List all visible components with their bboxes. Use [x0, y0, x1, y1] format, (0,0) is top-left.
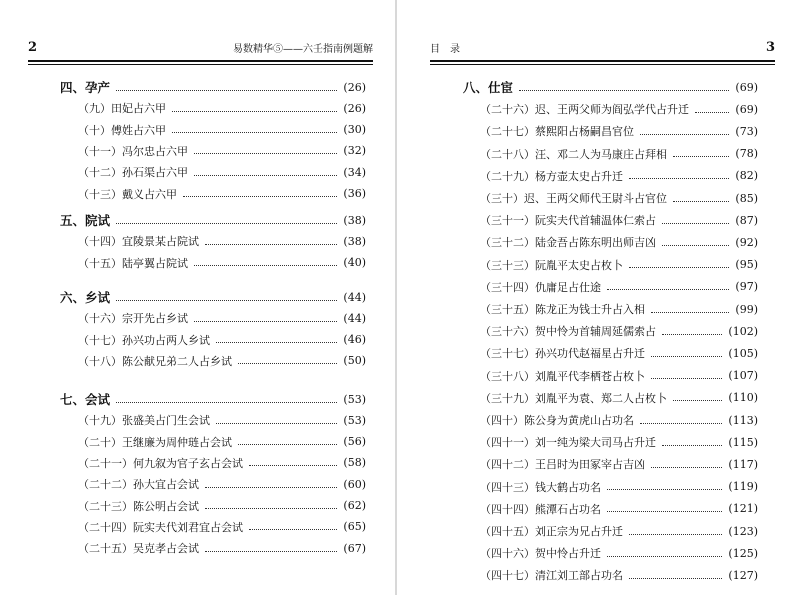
dot-leader	[238, 363, 337, 364]
toc-entry	[480, 544, 758, 562]
dot-leader	[673, 400, 722, 401]
dot-leader	[607, 289, 729, 290]
right-header-rule	[430, 60, 775, 62]
toc-entry	[480, 100, 758, 118]
entry-page: (121)	[728, 502, 758, 516]
entry-page: (85)	[735, 191, 758, 205]
entry-page: (119)	[728, 480, 758, 494]
dot-leader	[651, 312, 729, 313]
toc-entry	[78, 185, 366, 203]
dot-leader	[205, 508, 337, 509]
toc-entry	[480, 522, 758, 540]
entry-title: （三十一）阮实夫代首辅温体仁索占	[480, 214, 656, 228]
entry-title: （十二）孙石渠占六甲	[78, 166, 188, 180]
entry-page: (30)	[343, 123, 366, 137]
dot-leader	[662, 223, 729, 224]
toc-entry	[78, 518, 366, 536]
left-header-rule	[28, 60, 373, 62]
entry-page: (67)	[343, 541, 366, 555]
dot-leader	[216, 423, 337, 424]
toc-entry	[78, 121, 366, 139]
toc-entry	[480, 167, 758, 185]
entry-title: （十八）陈公献兄弟二人占乡试	[78, 354, 232, 368]
entry-page: (99)	[735, 302, 758, 316]
entry-page: (38)	[343, 234, 366, 248]
toc-entry	[78, 497, 366, 515]
section-page: (26)	[343, 80, 366, 94]
dot-leader	[249, 529, 337, 530]
dot-leader	[662, 445, 722, 446]
toc-entry	[78, 433, 366, 451]
entry-page: (110)	[728, 391, 758, 405]
dot-leader	[205, 551, 337, 552]
toc-section-heading	[60, 288, 366, 306]
left-page	[0, 0, 396, 595]
toc-entry	[78, 539, 366, 557]
entry-title: （十九）张盛美占门生会试	[78, 414, 210, 428]
entry-page: (60)	[343, 477, 366, 491]
entry-title: （二十四）阮实夫代刘君宜占会试	[78, 520, 243, 534]
section-title: 五、院试	[60, 213, 111, 228]
entry-page: (125)	[728, 546, 758, 560]
entry-title: （四十）陈公身为黄虎山占功名	[480, 414, 634, 427]
entry-title: （三十九）刘胤平为袁、郑二人占枚卜	[480, 391, 667, 405]
dot-leader	[194, 321, 337, 322]
toc-entry	[78, 454, 366, 472]
entry-title: （二十五）吴克孝占会试	[78, 542, 199, 556]
toc-section-heading	[463, 78, 758, 96]
entry-page: (82)	[735, 169, 758, 183]
toc-entry	[480, 211, 758, 229]
entry-page: (105)	[728, 346, 758, 360]
dot-leader	[662, 245, 729, 246]
toc-entry	[480, 300, 758, 318]
entry-page: (78)	[735, 147, 758, 161]
entry-title: （三十二）陆金吾占陈东明出师吉凶	[480, 236, 656, 250]
entry-page: (32)	[343, 144, 366, 158]
entry-page: (65)	[343, 520, 366, 534]
entry-title: （十五）陆亭翼占院试	[78, 256, 188, 270]
entry-title: （四十七）清江刘工部占功名	[480, 569, 623, 583]
toc-entry	[480, 278, 758, 296]
toc-entry	[78, 352, 366, 370]
dot-leader	[662, 334, 722, 335]
entry-title: （十四）宜陵景某占院试	[78, 235, 199, 249]
entry-title: （十一）冯尔忠占六甲	[78, 144, 188, 158]
entry-title: （二十七）蔡熙阳占杨嗣昌官位	[480, 125, 634, 139]
toc-entry	[480, 433, 758, 451]
section-page: (53)	[343, 392, 366, 406]
dot-leader	[651, 356, 722, 357]
toc-section-heading	[60, 78, 366, 96]
section-page: (38)	[343, 213, 366, 227]
dot-leader	[640, 134, 729, 135]
dot-leader	[249, 465, 337, 466]
entry-title: （三十五）陈龙正为钱士升占入相	[480, 303, 645, 316]
entry-title: （二十九）杨方壶太史占升迁	[480, 169, 623, 183]
entry-title: （二十六）迟、王两父师为阎弘学代占升迁	[480, 103, 689, 117]
right-running-title: 目 录	[430, 44, 460, 55]
entry-page: (127)	[728, 568, 758, 582]
entry-title: （二十）王继廉为周仲琏占会试	[78, 435, 232, 449]
dot-leader	[673, 156, 729, 157]
dot-leader	[519, 90, 729, 91]
entry-title: （三十八）刘胤平代李栖苍占枚卜	[480, 369, 645, 383]
left-page-number: 2	[28, 40, 38, 55]
entry-title: （九）田妃占六甲	[78, 102, 166, 116]
entry-page: (95)	[735, 258, 758, 272]
dot-leader	[216, 342, 337, 343]
toc-entry	[480, 122, 758, 140]
toc-entry	[480, 500, 758, 518]
dot-leader	[629, 178, 729, 179]
toc-entry	[480, 344, 758, 362]
toc-entry	[480, 189, 758, 207]
toc-entry	[480, 233, 758, 251]
entry-page: (58)	[343, 456, 366, 470]
toc-section-heading	[60, 390, 366, 408]
entry-page: (46)	[343, 333, 366, 347]
entry-page: (40)	[343, 256, 366, 270]
toc-entry	[480, 256, 758, 274]
dot-leader	[116, 402, 337, 403]
entry-title: （三十四）仇庸足占仕途	[480, 280, 601, 294]
toc-entry	[78, 309, 366, 327]
dot-leader	[183, 196, 337, 197]
entry-title: （三十）迟、王两父师代王尉斗占官位	[480, 192, 667, 205]
entry-page: (113)	[728, 413, 758, 427]
entry-title: （三十七）孙兴功代赵福星占升迁	[480, 347, 645, 361]
entry-page: (92)	[735, 235, 758, 249]
toc-entry	[480, 389, 758, 407]
dot-leader	[651, 378, 722, 379]
left-running-title: 易数精华⑤——六壬指南例题解	[233, 44, 373, 55]
toc-entry	[78, 475, 366, 493]
section-title: 七、会试	[60, 392, 111, 407]
entry-page: (69)	[735, 102, 758, 116]
dot-leader	[238, 444, 337, 445]
toc-entry	[480, 566, 758, 584]
dot-leader	[194, 153, 337, 154]
entry-page: (44)	[343, 311, 366, 325]
dot-leader	[673, 201, 729, 202]
dot-leader	[205, 244, 337, 245]
dot-leader	[607, 556, 722, 557]
toc-entry	[480, 478, 758, 496]
toc-entry	[480, 455, 758, 473]
dot-leader	[194, 175, 337, 176]
dot-leader	[116, 90, 337, 91]
entry-page: (107)	[728, 369, 758, 383]
entry-title: （二十三）陈公明占会试	[78, 499, 199, 513]
dot-leader	[205, 487, 337, 488]
dot-leader	[629, 267, 729, 268]
entry-title: （十七）孙兴功占两人乡试	[78, 333, 210, 347]
toc-entry	[480, 322, 758, 340]
entry-title: （三十六）贺中怜为首辅周延儒索占	[480, 325, 656, 339]
entry-page: (102)	[728, 324, 758, 338]
toc-entry	[480, 145, 758, 163]
section-title: 四、孕产	[60, 80, 111, 95]
entry-title: （四十四）熊潭石占功名	[480, 502, 601, 516]
dot-leader	[651, 467, 722, 468]
dot-leader	[172, 111, 337, 112]
right-page	[397, 0, 793, 595]
entry-page: (73)	[735, 124, 758, 138]
entry-page: (26)	[343, 101, 366, 115]
entry-page: (36)	[343, 187, 366, 200]
section-title: 六、乡试	[60, 290, 111, 305]
dot-leader	[116, 223, 337, 224]
right-page-number: 3	[765, 40, 775, 55]
toc-entry	[78, 142, 366, 160]
toc-entry	[78, 232, 366, 250]
entry-title: （十三）戴义占六甲	[78, 187, 177, 201]
entry-page: (62)	[343, 499, 366, 512]
entry-page: (97)	[735, 280, 758, 294]
entry-title: （二十一）何九叙为官子玄占会试	[78, 456, 243, 470]
toc-entry	[78, 331, 366, 349]
dot-leader	[607, 511, 722, 512]
entry-title: （四十一）刘一纯为梁大司马占升迁	[480, 436, 656, 450]
entry-title: （十六）宗开先占乡试	[78, 312, 188, 326]
dot-leader	[629, 534, 722, 535]
section-page: (69)	[735, 80, 758, 94]
entry-title: （十）傅姓占六甲	[78, 123, 166, 137]
dot-leader	[607, 489, 722, 490]
dot-leader	[172, 132, 337, 133]
entry-page: (56)	[343, 435, 366, 449]
entry-page: (34)	[343, 165, 366, 179]
dot-leader	[194, 265, 337, 266]
entry-title: （二十二）孙大宜占会试	[78, 478, 199, 492]
toc-entry	[480, 367, 758, 385]
entry-title: （四十六）贺中怜占升迁	[480, 547, 601, 561]
entry-page: (115)	[728, 435, 758, 449]
entry-title: （四十五）刘正宗为兄占升迁	[480, 525, 623, 538]
entry-page: (50)	[343, 354, 366, 368]
toc-section-heading	[60, 211, 366, 229]
dot-leader	[640, 423, 722, 424]
entry-title: （二十八）汪、邓二人为马康庄占拜相	[480, 147, 667, 161]
entry-title: （三十三）阮胤平太史占枚卜	[480, 258, 623, 272]
toc-entry	[78, 254, 366, 272]
section-title: 八、仕宦	[463, 80, 514, 95]
left-page-header	[28, 40, 373, 55]
toc-entry	[480, 411, 758, 429]
section-page: (44)	[343, 290, 366, 304]
right-page-header	[430, 40, 775, 55]
entry-page: (123)	[728, 524, 758, 538]
toc-entry	[78, 99, 366, 117]
dot-leader	[116, 300, 337, 301]
dot-leader	[695, 112, 729, 113]
entry-title: （四十二）王吕时为田冢宰占吉凶	[480, 458, 645, 472]
toc-entry	[78, 411, 366, 429]
entry-title: （四十三）钱大鹤占功名	[480, 480, 601, 494]
entry-page: (53)	[343, 413, 366, 427]
toc-entry	[78, 163, 366, 181]
entry-page: (117)	[728, 457, 758, 471]
entry-page: (87)	[735, 213, 758, 227]
dot-leader	[629, 578, 722, 579]
